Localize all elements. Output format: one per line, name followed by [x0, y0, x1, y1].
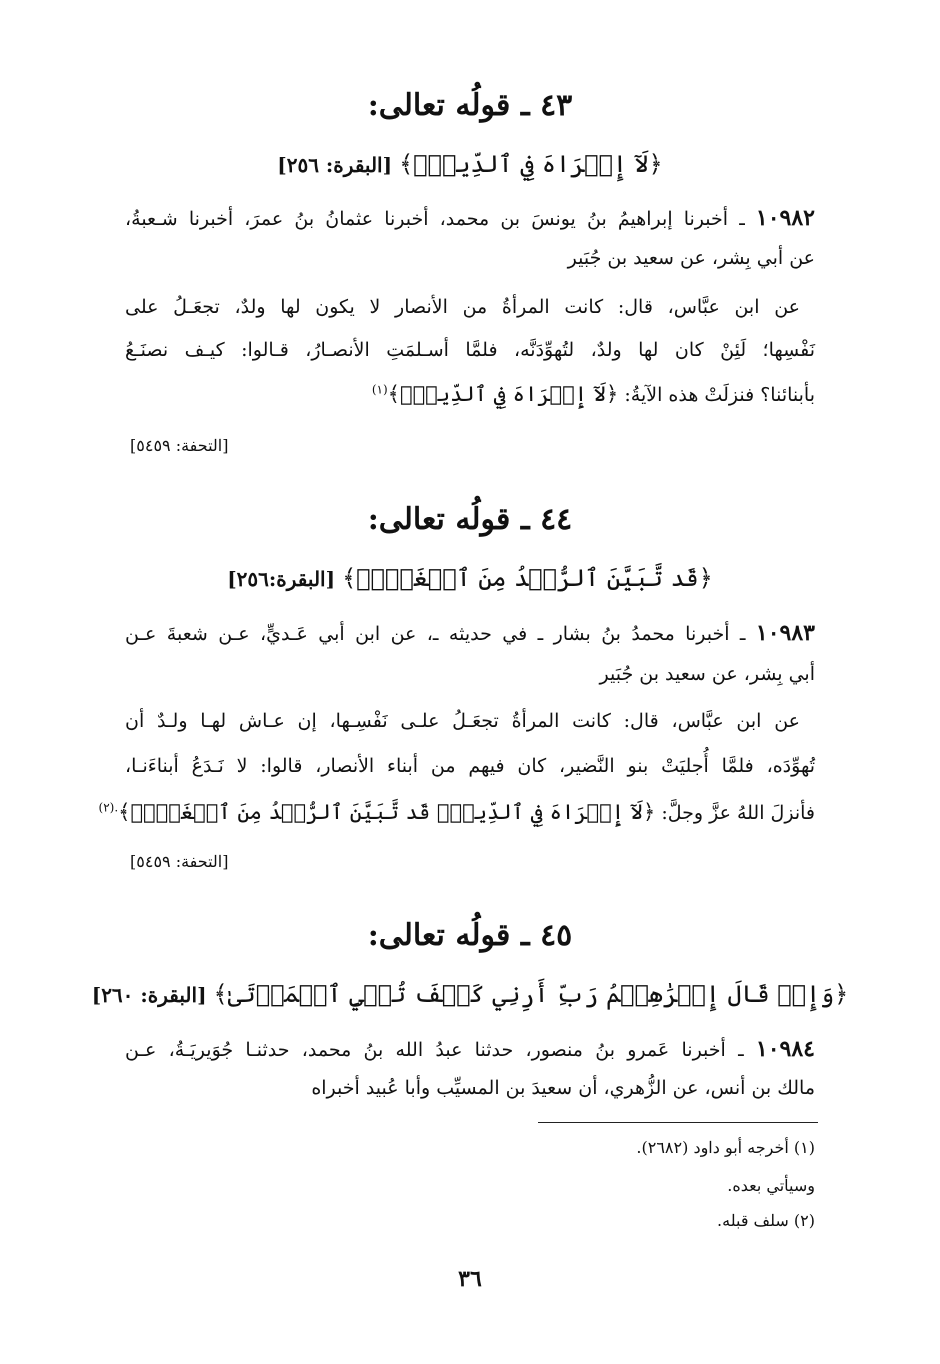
verse-reference: [البقرة:٢٥٦]	[227, 567, 336, 591]
tuhfa-reference: [التحفة: ٥٤٥٩]	[130, 852, 229, 871]
page-number: ٣٦	[458, 1266, 482, 1292]
footnote-1: (١) أخرجه أبو داود (٢٦٨٢).	[636, 1138, 815, 1157]
quran-verse: ﴿لَآ إِكۡرَاهَ فِي ٱلدِّينِۖ﴾	[387, 382, 619, 406]
quran-verse: ﴿لَآ إِكۡرَاهَ فِي ٱلدِّينِۖ قَد تَّبَيَّنَ ٱلرُّشۡدُ مِنَ ٱلۡغَيِّۚ﴾	[118, 800, 656, 824]
hadith-text: ـ أخبرنا عَمرو بنُ منصور، حدثنا عبدُ الله بنُ محمد، حدثنـا جُوَيريَـةُ، عـن	[125, 1039, 744, 1061]
tuhfa-reference: [التحفة: ٥٤٥٩]	[130, 436, 229, 455]
hadith-10982-line-3: عن ابن عبَّاس، قال: كانت المرأةُ من الأنصار لا يكون لها ولدٌ، تجعَـلُ على	[125, 296, 800, 318]
verse-reference: [البقرة: ٢٦٠]	[91, 983, 207, 1007]
hadith-number: ١٠٩٨٤	[755, 1036, 815, 1062]
hadith-10983-line-3: عن ابن عبَّاس، قال: كانت المرأةُ تجعَـلُ علـى نَفْسِـها، إن عـاش لهـا ولـدٌ أن	[125, 710, 800, 732]
section-43-verse-line	[0, 150, 940, 178]
hadith-10984-line-1	[125, 1036, 815, 1062]
hadith-10984-line-2: مالك بن أنس، عن الزُّهري، أن سعيدَ بن المسيِّب وأبا عُبيد أخبراه	[311, 1077, 815, 1099]
section-44-verse-line	[0, 564, 940, 592]
quran-verse: ﴿لَآ إِكۡرَاهَ فِي ٱلدِّينِۖ﴾	[399, 150, 663, 178]
quran-verse: ﴿وَإِذۡ قَالَ إِبۡرَٰهِـۧمُ رَبِّ أَرِنِي كَيۡفَ تُحۡيِ ٱلۡمَوۡتَىٰ﴾	[213, 980, 849, 1008]
hadith-10983-line-1	[125, 620, 815, 646]
hadith-text: ـ أخبرنا إبراهيمُ بنُ يونسَ بن محمد، أخبرنا عثمانُ بنُ عمرَ، أخبرنا شـعبةُ،	[125, 208, 745, 230]
quran-verse: ﴿قَد تَّبَيَّنَ ٱلرُّشۡدُ مِنَ ٱلۡغَيِّۚ﴾	[342, 564, 713, 592]
hadith-10982-line-4: نَفْسِها؛ لَئِنْ كان لها ولدٌ، لتُهوِّدَنَّه، فلمَّا أسـلمَتِ الأنصـارُ، قـالوا: كيـف نصنَـعُ	[125, 339, 815, 361]
hadith-10982-line-5	[125, 382, 815, 406]
footnote-1-continuation: وسيأتي بعده.	[727, 1176, 815, 1195]
verse-reference: [البقرة: ٢٥٦]	[277, 153, 393, 177]
footnote-2: (٢) سلف قبله.	[717, 1211, 815, 1230]
hadith-10982-line-1	[125, 205, 815, 231]
hadith-text: بأبنائنا؟ فنزلَتْ هذه الآيةُ:	[624, 384, 815, 406]
hadith-number: ١٠٩٨٢	[755, 205, 815, 231]
section-45-verse-line	[0, 980, 940, 1008]
footnote-marker: .(٢)	[98, 800, 119, 815]
hadith-10983-line-4: تُهوِّدَه، فلمَّا أُجليَتْ بنو النَّضير، كان فيهم من أبناء الأنصار، قالوا: لا نَـدَعُ أبناءَنـا،	[125, 755, 815, 777]
hadith-text: ـ أخبرنا محمدُ بنُ بشار ـ في حديثه ـ، عن ابن أبي عَـديٍّ، عـن شعبةَ عـن	[125, 623, 746, 645]
hadith-text: فأنزلَ اللهُ عزَّ وجلَّ:	[661, 802, 815, 824]
hadith-10983-line-5	[98, 800, 815, 824]
section-44-heading: ٤٤ ـ قولُه تعالى:	[367, 502, 573, 537]
footnote-marker: (١)	[371, 382, 388, 397]
hadith-10983-line-2: أبي بِشر، عن سعيد بن جُبَير	[599, 663, 815, 685]
section-43-heading: ٤٣ ـ قولُه تعالى:	[367, 88, 573, 123]
hadith-10982-line-2: عن أبي بِشر، عن سعيد بن جُبَير	[567, 247, 815, 269]
hadith-number: ١٠٩٨٣	[755, 620, 815, 646]
footnote-divider	[538, 1122, 818, 1123]
section-45-heading: ٤٥ ـ قولُه تعالى:	[367, 918, 573, 953]
